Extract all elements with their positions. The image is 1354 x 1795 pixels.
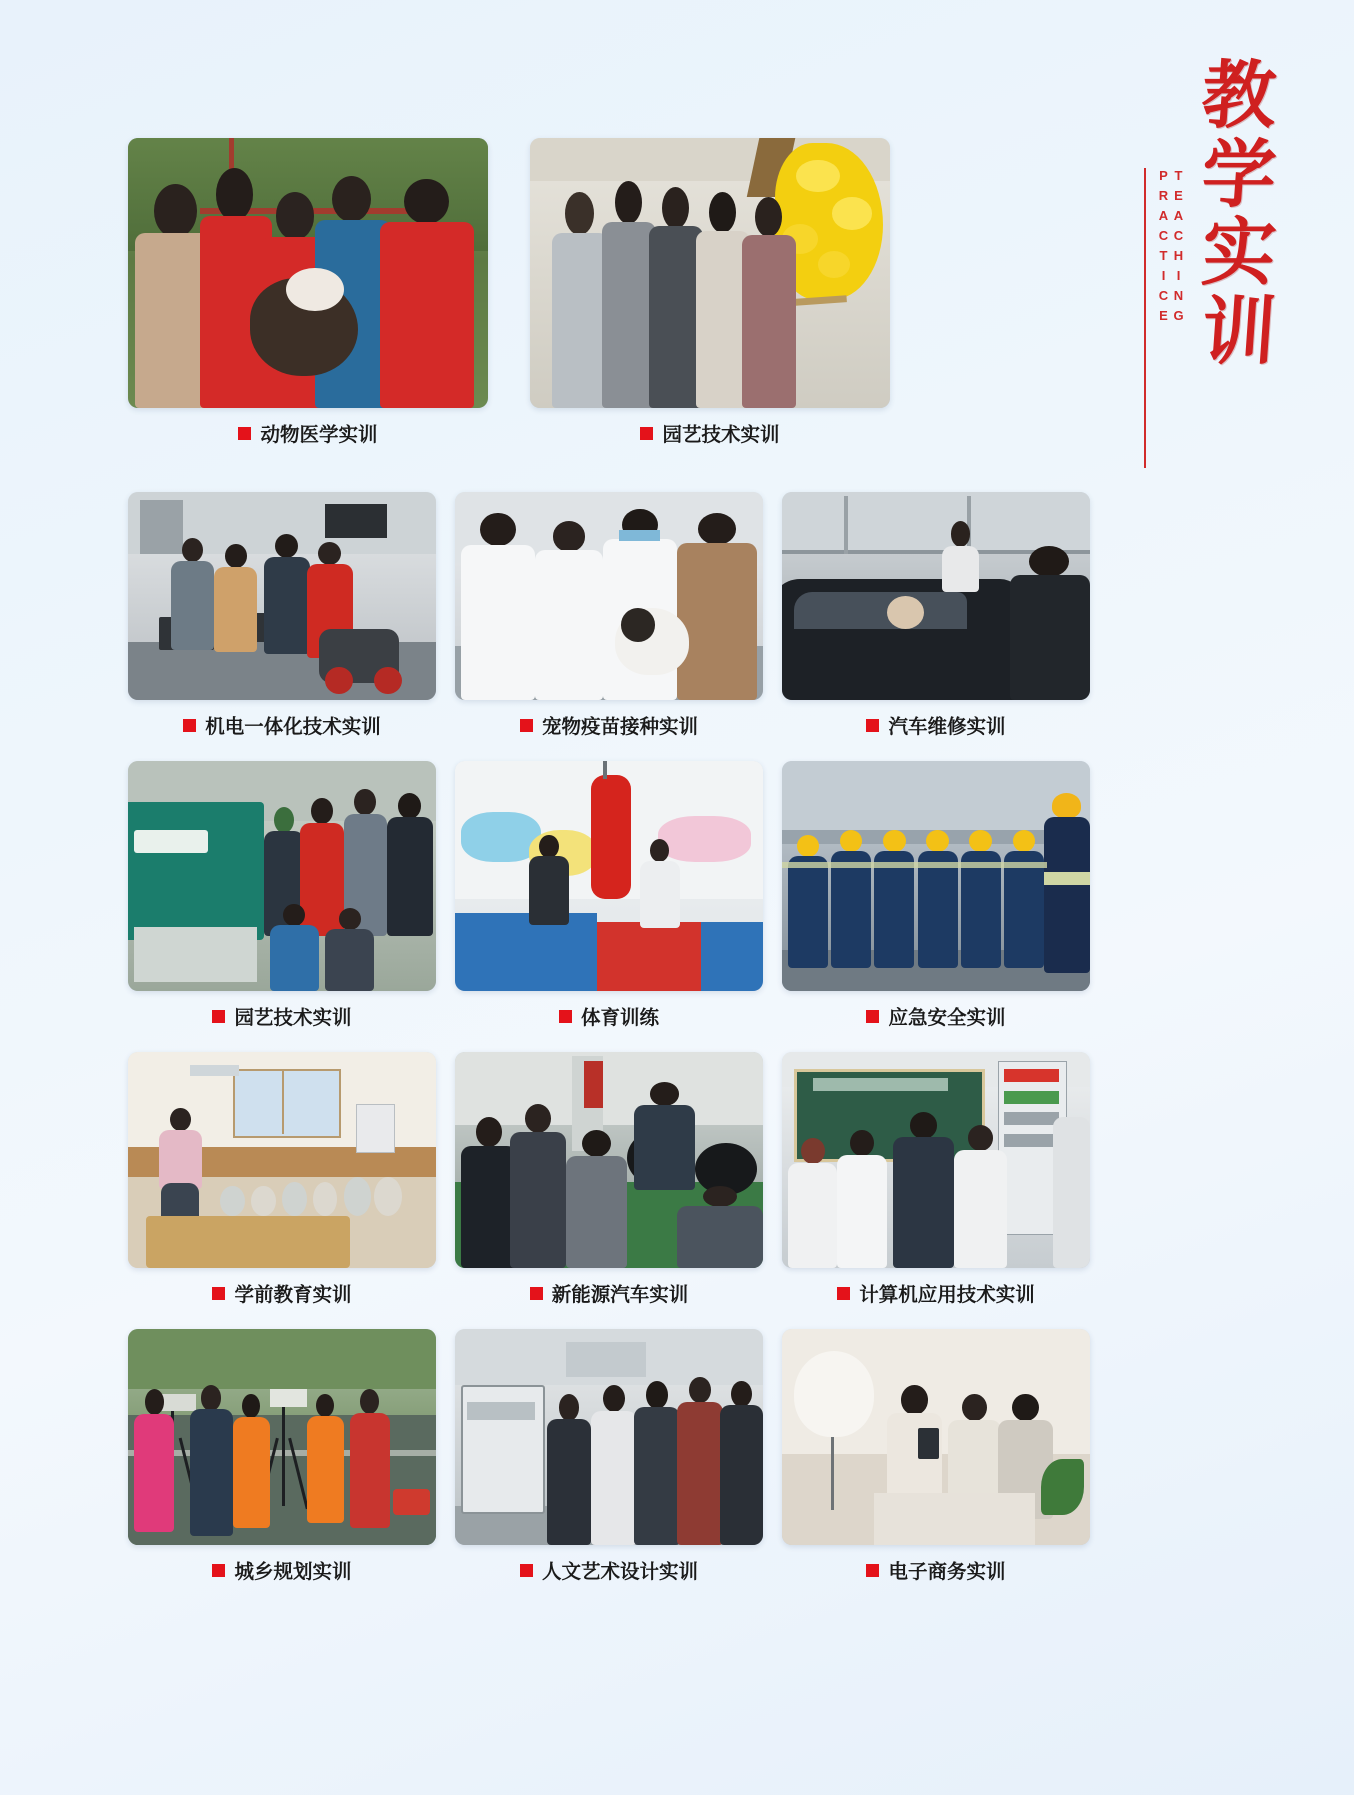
bullet-square-icon [520, 719, 533, 732]
bullet-square-icon [212, 1287, 225, 1300]
caption-text: 体育训练 [580, 1006, 659, 1029]
photo-caption [455, 1556, 763, 1584]
photo-caption [782, 1002, 1090, 1030]
caption-text: 学前教育实训 [234, 1283, 352, 1306]
photo-caption [782, 711, 1090, 739]
top-photo-row [128, 138, 890, 447]
photo-card [782, 492, 1090, 739]
urban-planning-surveying-tripods-field-photo [128, 1329, 436, 1545]
photo-card [128, 138, 488, 447]
agricultural-machinery-green-harvester-photo [128, 761, 436, 991]
bullet-square-icon [183, 719, 196, 732]
caption-text: 电子商务实训 [888, 1560, 1006, 1583]
photo-grid-row [128, 1052, 1228, 1307]
photo-caption [128, 1002, 436, 1030]
title-char-1: 教 [1199, 53, 1280, 139]
photo-card [455, 492, 763, 739]
caption-text: 汽车维修实训 [888, 715, 1006, 738]
bullet-square-icon [520, 1564, 533, 1577]
emergency-rescue-firefighter-team-photo [782, 761, 1090, 991]
title-divider [1144, 168, 1146, 468]
photo-caption [782, 1279, 1090, 1307]
photo-caption [128, 419, 488, 447]
photo-caption [455, 711, 763, 739]
bullet-square-icon [238, 427, 251, 440]
caption-text: 园艺技术实训 [662, 423, 780, 446]
pet-vaccination-puppy-white-coats-photo [455, 492, 763, 700]
caption-text: 宠物疫苗接种实训 [541, 715, 698, 738]
photo-card [128, 1052, 436, 1307]
art-design-printing-exhibition-photo [455, 1329, 763, 1545]
computer-application-classroom-server-rack-photo [782, 1052, 1090, 1268]
photo-card [782, 1329, 1090, 1584]
caption-text: 计算机应用技术实训 [859, 1283, 1035, 1306]
bullet-square-icon [866, 719, 879, 732]
title-english-wrap [1144, 168, 1186, 468]
bullet-square-icon [640, 427, 653, 440]
bullet-square-icon [866, 1564, 879, 1577]
mechatronics-lab-students-laptops-photo [128, 492, 436, 700]
bullet-square-icon [530, 1287, 543, 1300]
boxing-training-gym-red-punching-bag-photo [455, 761, 763, 991]
caption-text: 新能源汽车实训 [551, 1283, 689, 1306]
title-chinese [1199, 53, 1280, 375]
photo-caption [128, 1556, 436, 1584]
photo-caption [455, 1279, 763, 1307]
ecommerce-livestream-studio-desk-photo [782, 1329, 1090, 1545]
title-char-3: 实 [1199, 210, 1280, 297]
bullet-square-icon [866, 1010, 879, 1023]
preschool-classroom-children-teacher-photo [128, 1052, 436, 1268]
bullet-square-icon [212, 1010, 225, 1023]
photo-caption [128, 1279, 436, 1307]
photo-grid-row [128, 761, 1228, 1030]
photo-grid-row [128, 1329, 1228, 1584]
caption-text: 城乡规划实训 [234, 1560, 352, 1583]
photo-card [128, 1329, 436, 1584]
photo-card [782, 761, 1090, 1030]
photo-caption [782, 1556, 1090, 1584]
caption-text: 园艺技术实训 [234, 1006, 352, 1029]
caption-text: 机电一体化技术实训 [205, 715, 381, 738]
caption-text: 动物医学实训 [260, 423, 378, 446]
photo-card [455, 1329, 763, 1584]
caption-text: 应急安全实训 [888, 1006, 1006, 1029]
auto-repair-garage-car-photo [782, 492, 1090, 700]
students-viewing-yellow-orchid-flowers-photo [530, 138, 890, 408]
photo-caption [530, 419, 890, 447]
photo-grid-row [128, 492, 1228, 739]
veterinary-students-examining-animal-outdoors-photo [128, 138, 488, 408]
photo-card [128, 492, 436, 739]
photo-card [455, 761, 763, 1030]
bullet-square-icon [212, 1564, 225, 1577]
photo-card [128, 761, 436, 1030]
photo-card [782, 1052, 1090, 1307]
new-energy-vehicle-workshop-tires-photo [455, 1052, 763, 1268]
caption-text: 人文艺术设计实训 [541, 1560, 698, 1583]
photo-grid [128, 492, 1228, 1584]
bullet-square-icon [559, 1010, 572, 1023]
title-english: TEACHING PRACTICE [1156, 168, 1186, 328]
photo-caption [455, 1002, 763, 1030]
page-title [1101, 53, 1280, 490]
title-char-4: 训 [1199, 288, 1280, 375]
photo-card [455, 1052, 763, 1307]
photo-caption [128, 711, 436, 739]
bullet-square-icon [837, 1287, 850, 1300]
title-char-2: 学 [1199, 131, 1280, 218]
photo-card [530, 138, 890, 447]
